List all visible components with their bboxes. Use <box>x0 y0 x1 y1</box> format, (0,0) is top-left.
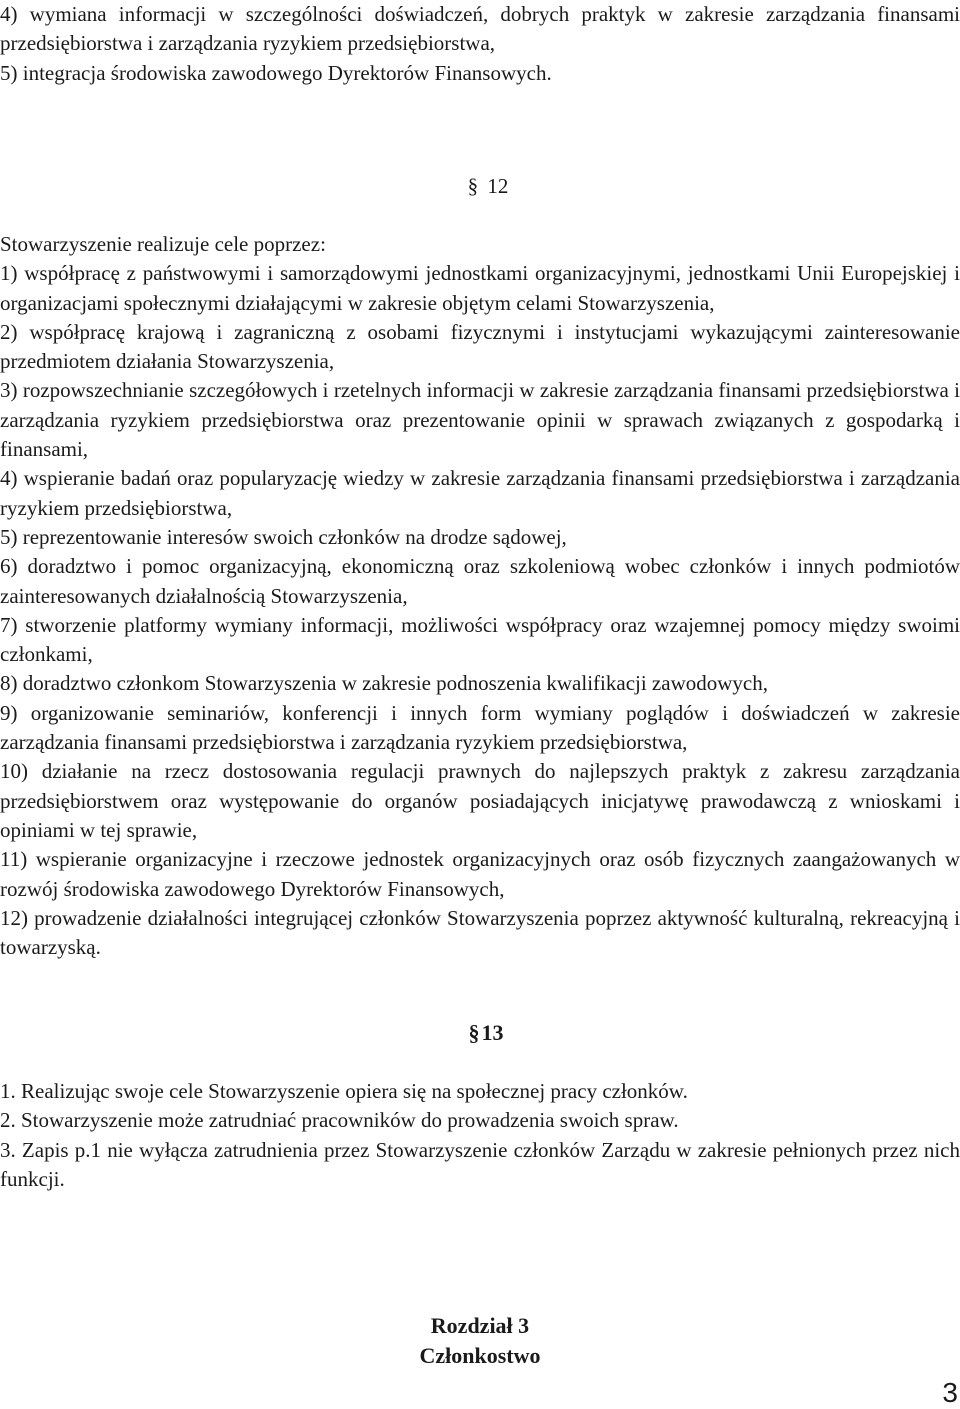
list-item: 3) rozpowszechnianie szczegółowych i rzetelnych informacji w zakresie zarządzania finansami przedsiębiorstwa i zarządzania ryzykiem przedsiębiorstwa oraz prezentowanie opinii w sprawach związanych z gospodarką i finansami, <box>0 378 960 462</box>
chapter-subtitle: Członkostwo <box>419 1343 541 1368</box>
list-item: 2) współpracę krajową i zagraniczną z osobami fizycznymi i instytucjami wykazującymi zainteresowanie przedmiotem działania Stowarzyszenia, <box>0 319 960 374</box>
list-item: 11) wspieranie organizacyjne i rzeczowe jednostek organizacyjnych oraz osób fizycznych zaangażowanych w rozwój środowiska zawodowego Dyrektorów Finansowych, <box>0 847 960 901</box>
list-item: 2. Stowarzyszenie może zatrudniać pracowników do prowadzenia swoich spraw. <box>0 1108 679 1133</box>
list-item: 7) stworzenie platformy wymiany informacji, możliwości współpracy oraz wzajemnej pomocy między swoimi członkami, <box>0 612 960 667</box>
section-heading-13 <box>0 1018 960 1047</box>
list-item: 1) współpracę z państwowymi i samorządowymi jednostkami organizacyjnymi, jednostkami Unii Europejskiej i organizacjami społecznymi działającymi w zakresie objętym celami Stowarzyszenia, <box>0 261 960 315</box>
section-number: 12 <box>487 174 509 198</box>
section-number: 13 <box>481 1020 504 1045</box>
list-item: 10) działanie na rzecz dostosowania regulacji prawnych do najlepszych praktyk z zakresu zarządzania przedsiębiorstwem oraz występowanie do organów posiadających inicjatywę prawodawczą z wnioskami i opiniami w tej sprawie, <box>0 759 960 842</box>
list-item: 1. Realizując swoje cele Stowarzyszenie opiera się na społecznej pracy członków. <box>0 1079 688 1103</box>
section-symbol: § <box>467 174 479 198</box>
chapter-heading <box>0 1311 960 1371</box>
list-item: 5) reprezentowanie interesów swoich członków na drodze sądowej, <box>0 524 567 549</box>
list-item: 4) wspieranie badań oraz popularyzację wiedzy w zakresie zarządzania finansami przedsiębiorstwa i zarządzania ryzykiem przedsiębiorstwa, <box>0 466 960 520</box>
section-heading-12 <box>0 172 960 201</box>
continued-list <box>0 0 960 88</box>
list-item: 12) prowadzenie działalności integrującej członków Stowarzyszenia poprzez aktywność kulturalną, rekreacyjną i towarzyską. <box>0 905 960 960</box>
section-intro: Stowarzyszenie realizuje cele poprzez: <box>0 232 326 256</box>
list-item: 9) organizowanie seminariów, konferencji i innych form wymiany poglądów i doświadczeń w zakresie zarządzania finansami przedsiębiorstwa i zarządzania ryzykiem przedsiębiorstwa, <box>0 700 960 755</box>
chapter-title: Rozdział 3 <box>430 1313 530 1338</box>
section-symbol: § <box>468 1020 480 1045</box>
list-item: 4) wymiana informacji w szczególności doświadczeń, dobrych praktyk w zakresie zarządzania finansami przedsiębiorstwa i zarządzania ryzykiem przedsiębiorstwa, <box>0 2 960 56</box>
section-13-body <box>0 1077 960 1194</box>
list-item: 8) doradztwo członkom Stowarzyszenia w zakresie podnoszenia kwalifikacji zawodowych, <box>0 671 768 696</box>
list-item: 3. Zapis p.1 nie wyłącza zatrudnienia przez Stowarzyszenie członków Zarządu w zakresie pełnionych przez nich funkcji. <box>0 1137 960 1191</box>
list-item: 5) integracja środowiska zawodowego Dyrektorów Finansowych. <box>0 60 552 85</box>
section-12-body <box>0 230 960 962</box>
list-item: 6) doradztwo i pomoc organizacyjną, ekonomiczną oraz szkoleniową wobec członków i innych podmiotów zainteresowanych działalnością Stowarzyszenia, <box>0 554 960 608</box>
page-number: 3 <box>942 1377 958 1408</box>
